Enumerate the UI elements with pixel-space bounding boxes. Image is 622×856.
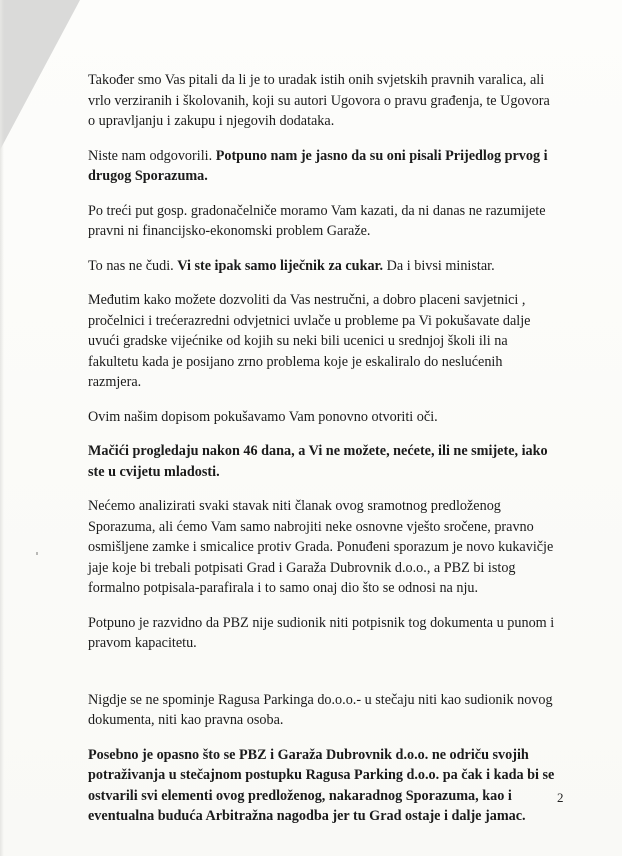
paragraph <box>88 70 558 132</box>
text-run: Međutim kako možete dozvoliti da Vas nestručni, a dobro placeni savjetnici , pročelnici i trećerazredni odvjetnici uvlače u probleme pa Vi pokušavate dalje uvući gradske vijećnike od kojih su neki bili ucenici u srednjoj školi ili na fakultetu kada je posijano zrno problema koje je eskaliralo do neslućenih razmjera. <box>88 292 531 390</box>
bold-text: Potpuno nam je jasno da su oni pisali Prijedlog prvog i drugog Sporazuma. <box>88 147 548 184</box>
paragraph <box>88 745 558 827</box>
bold-text: Posebno je opasno što se PBZ i Garaža Dubrovnik d.o.o. ne odriču svojih potraživanja u stečajnom postupku Ragusa Parking d.o.o. pa čak i kada bi se ostvarili svi elementi ovog predloženog, nakaradnog Sporazuma, kao i eventualna buduća Arbitražna nagodba jer tu Grad ostaje i dalje jamac. <box>88 746 555 824</box>
paragraph <box>88 407 558 428</box>
paragraph <box>88 496 558 599</box>
text-run: To nas ne čudi. <box>88 257 178 274</box>
bold-text: Vi ste ipak samo liječnik za cukar. <box>177 257 384 274</box>
paragraph <box>88 613 558 654</box>
text-run: Potpuno je razvidno da PBZ nije sudionik niti potpisnik tog dokumenta u punom i pravom kapacitetu. <box>88 614 555 651</box>
scan-left-edge <box>0 0 4 856</box>
text-run: Nećemo analizirati svaki stavak niti članak ovog sramotnog predloženog Sporazuma, ali ćemo Vam samo nabrojiti neke osnovne vješto sročene, pravno osmišljene zamke i smicalice protiv Grada. Ponuđeni sporazum je novo kukavičje jaje koje bi trebali potpisati Grad i Garaža Dubrovnik d.o.o., a PBZ bi istog formalno potpisala-parafirala i to samo onaj dio što se odnosi na nju. <box>88 498 554 596</box>
text-run: Također smo Vas pitali da li je to uradak istih onih svjetskih pravnih varalica, ali vrlo verziranih i školovanih, koji su autori Ugovora o pravu građenja, te Ugovora o upravljanju i zakupu i njegovih dodataka. <box>88 72 550 129</box>
paragraph <box>88 201 558 242</box>
margin-mark <box>36 552 38 555</box>
text-run: Da i bivsi ministar. <box>383 257 495 274</box>
page-number: 2 <box>557 790 564 805</box>
text-run: Ovim našim dopisom pokušavamo Vam ponovno otvoriti oči. <box>88 408 438 425</box>
bold-text: Mačići progledaju nakon 46 dana, a Vi ne možete, nećete, ili ne smijete, iako ste u cvijetu mladosti. <box>88 443 548 480</box>
paragraph <box>88 290 558 393</box>
text-run: Niste nam odgovorili. <box>88 147 216 164</box>
document-body <box>88 70 558 841</box>
paragraph <box>88 146 558 187</box>
text-run: Po treći put gosp. gradonačelniče moramo Vam kazati, da ni danas ne razumijete pravni ni financijsko-ekonomski problem Garaže. <box>88 202 546 239</box>
paragraph <box>88 441 558 482</box>
paragraph <box>88 256 558 277</box>
text-run: Nigdje se ne spominje Ragusa Parkinga do.o.o.- u stečaju niti kao sudionik novog dokumenta, niti kao pravna osoba. <box>88 691 553 728</box>
paragraph <box>88 690 558 731</box>
scan-corner-shadow <box>0 0 80 150</box>
